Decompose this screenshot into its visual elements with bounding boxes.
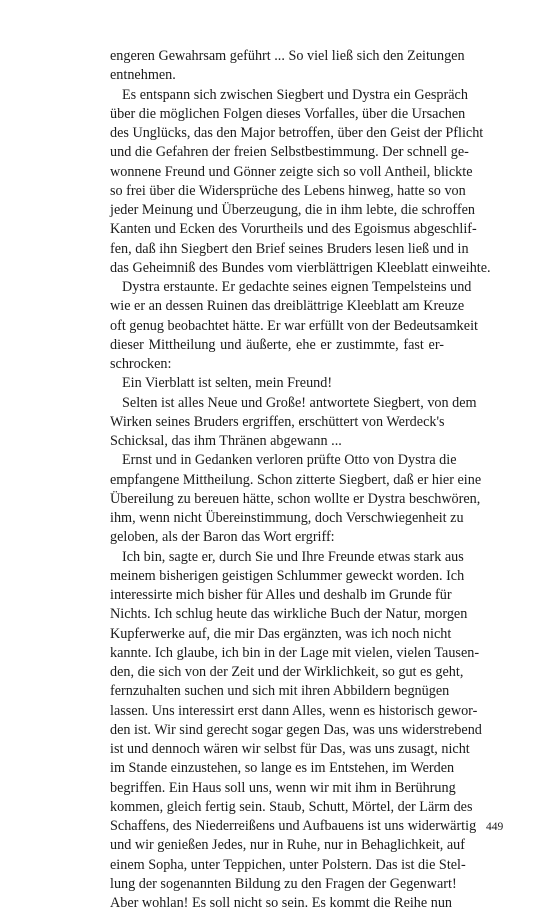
text-line: Schicksal, das ihm Thränen abgewann ... xyxy=(110,433,342,449)
text-line: wie er an dessen Ruinen das dreiblättrige Kleeblatt am Kreuze xyxy=(110,298,465,315)
text-line: Nichts. Ich schlug heute das wirkliche Buch der Natur, morgen xyxy=(110,606,468,623)
text-line: den, die sich von der Zeit und der Wirklichkeit, so gut es geht, xyxy=(110,664,464,680)
text-line: den ist. Wir sind gerecht sogar gegen Das, was uns widerstrebend xyxy=(110,721,482,738)
text-line: Es entspann sich zwischen Siegbert und Dystra ein Gespräch xyxy=(122,86,468,103)
text-line: empfangene Mittheilung. Schon zitterte Siegbert, daß er hier eine xyxy=(110,471,482,488)
text-line: wonnene Freund und Gönner zeigte sich so voll Antheil, blickte xyxy=(110,163,473,180)
text-line: im Stande einzustehen, so lange es im Entstehen, im Werden xyxy=(110,760,455,777)
text-line: fen, daß ihn Siegbert den Brief seines Bruders lesen ließ und in xyxy=(110,240,469,257)
text-line: Wirken seines Bruders ergriffen, erschüttert von Werdeck's xyxy=(110,413,445,430)
text-line: Dystra erstaunte. Er gedachte seines eignen Tempelsteins und xyxy=(122,279,472,295)
text-line: das Geheimniß des Bundes vom vierblättrigen Kleeblatt einweihte. xyxy=(110,259,491,276)
text-line: entnehmen. xyxy=(110,67,176,84)
text-line: kommen, gleich fertig sein. Staub, Schutt, Mörtel, der Lärm des xyxy=(110,798,473,815)
text-line: Ein Vierblatt ist selten, mein Freund! xyxy=(122,375,333,392)
text-line: schrocken: xyxy=(110,356,172,372)
text-line: geloben, als der Baron das Wort ergriff: xyxy=(110,529,335,546)
text-line: und wir genießen Jedes, nur in Ruhe, nur in Behaglichkeit, auf xyxy=(110,837,465,854)
text-line: des Unglücks, das den Major betroffen, über den Geist der Pflicht xyxy=(110,125,484,141)
text-line: so frei über die Widersprüche des Lebens hinweg, hatte so von xyxy=(110,182,466,199)
text-line: ihm, wenn nicht Übereinstimmung, doch Verschwiegenheit zu xyxy=(110,510,464,526)
text-line: Kanten und Ecken des Vorurtheils und des Egoismus abgeschlif- xyxy=(110,221,477,238)
text-line: begriffen. Ein Haus soll uns, wenn wir mit ihm in Berührung xyxy=(110,779,456,796)
text-line: lassen. Uns interessirt erst dann Alles, wenn es historisch gewor- xyxy=(110,702,478,719)
text-line: über die möglichen Folgen dieses Vorfalles, über die Ursachen xyxy=(110,105,466,122)
text-line: oft genug beobachtet hätte. Er war erfüllt von der Bedeutsamkeit xyxy=(110,317,478,334)
text-line: dieser Mittheilung und äußerte, ehe er zustimmte, fast er- xyxy=(110,336,444,353)
text-line: Ernst und in Gedanken verloren prüfte Otto von Dystra die xyxy=(122,452,457,469)
text-line: fernzuhalten suchen und sich mit ihren Abbildern begnügen xyxy=(110,683,450,700)
text-line: Ich bin, sagte er, durch Sie und Ihre Freunde etwas stark aus xyxy=(122,548,464,565)
text-line: meinem bisherigen geistigen Schlummer geweckt worden. Ich xyxy=(110,567,465,584)
page-number: 449 xyxy=(486,821,504,833)
text-line: ist und dennoch wären wir selbst für Das, was uns zusagt, nicht xyxy=(110,741,470,757)
text-line: kannte. Ich glaube, ich bin in der Lage mit vielen, vielen Tausen- xyxy=(110,644,480,661)
text-line: einem Sopha, unter Teppichen, unter Polstern. Das ist die Stel- xyxy=(110,856,466,873)
body-text xyxy=(110,47,491,913)
text-line: jeder Meinung und Überzeugung, die in ihm lebte, die schroffen xyxy=(110,202,475,218)
text-line: Schaffens, des Niederreißens und Aufbauens ist uns widerwärtig xyxy=(110,818,477,834)
text-line: engeren Gewahrsam geführt ... So viel ließ sich den Zeitungen xyxy=(110,48,465,64)
text-line: Selten ist alles Neue und Große! antwortete Siegbert, von dem xyxy=(122,394,477,411)
text-line: Aber wohlan! Es soll nicht so sein. Es kommt die Reihe nun xyxy=(110,895,453,911)
text-line: lung der sogenannten Bildung zu den Fragen der Gegenwart! xyxy=(110,875,457,892)
text-line: interessirte mich bisher für Alles und deshalb im Grunde für xyxy=(110,587,452,603)
text-line: Kupferwerke auf, die mir Das ergänzten, was ich noch nicht xyxy=(110,625,452,642)
text-line: Übereilung zu bereuen hätte, schon wollte er Dystra beschwören, xyxy=(110,490,481,507)
text-line: und die Gefahren der freien Selbstbestimmung. Der schnell ge- xyxy=(110,144,469,161)
